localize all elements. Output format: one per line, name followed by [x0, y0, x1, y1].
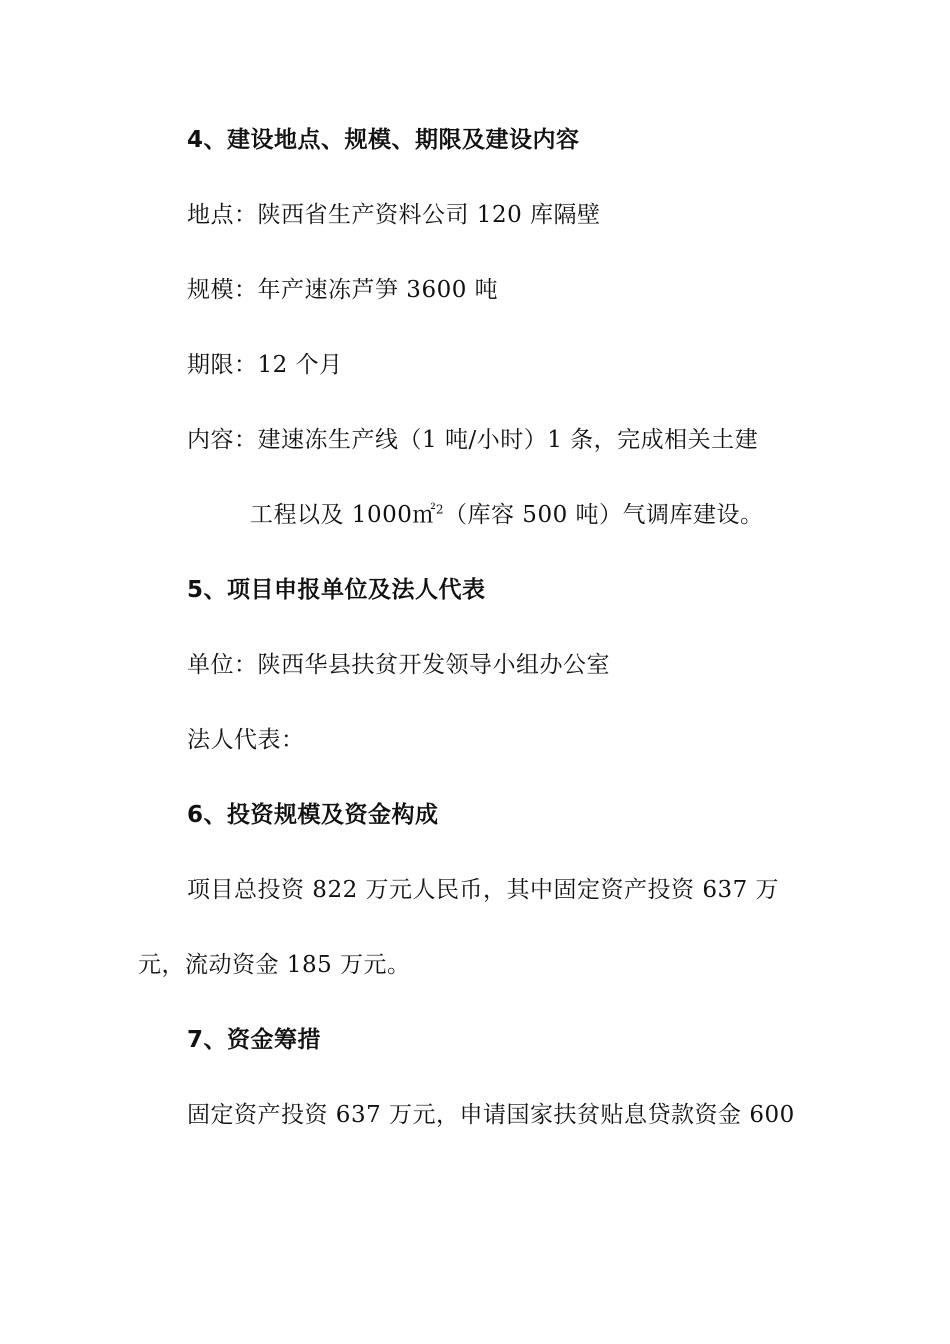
content-line-2 — [250, 500, 764, 530]
content-line-2-part-a: 工程以及 1000㎡ — [250, 502, 436, 528]
section-5-heading: 5、项目申报单位及法人代表 — [187, 577, 486, 603]
section-4-heading: 4、建设地点、规模、期限及建设内容 — [187, 127, 580, 153]
legal-rep-line: 法人代表： — [187, 727, 305, 753]
investment-paragraph-line-1: 项目总投资 822 万元人民币，其中固定资产投资 637 万 — [187, 877, 780, 903]
content-line-2-part-b: （库容 500 吨）气调库建设。 — [444, 502, 764, 528]
area-superscript: 2 — [435, 502, 444, 517]
scale-line: 规模：年产速冻芦笋 3600 吨 — [187, 277, 499, 303]
location-line: 地点：陕西省生产资料公司 120 库隔壁 — [187, 202, 601, 228]
funding-paragraph-line-1: 固定资产投资 637 万元，申请国家扶贫贴息贷款资金 600 — [187, 1102, 795, 1128]
period-line: 期限：12 个月 — [187, 352, 343, 378]
content-line-1: 内容：建速冻生产线（1 吨/小时）1 条，完成相关土建 — [187, 427, 759, 453]
section-6-heading: 6、投资规模及资金构成 — [187, 802, 439, 828]
investment-paragraph-line-2: 元，流动资金 185 万元。 — [138, 952, 411, 978]
section-7-heading: 7、资金筹措 — [187, 1027, 322, 1053]
unit-line: 单位：陕西华县扶贫开发领导小组办公室 — [187, 652, 610, 678]
